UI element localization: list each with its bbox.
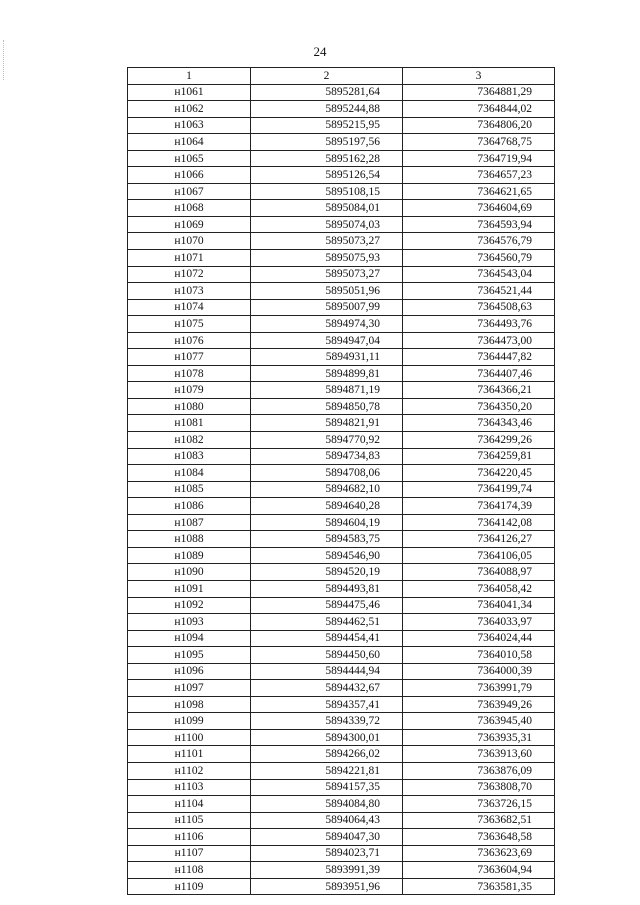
table-row (128, 349, 555, 366)
y-coordinate-cell: 7364350,20 (403, 398, 555, 415)
x-coordinate-cell: 5894454,41 (251, 630, 403, 647)
table-row (128, 647, 555, 664)
table-row (128, 498, 555, 515)
table-row (128, 663, 555, 680)
y-coordinate-cell: 7364174,39 (403, 498, 555, 515)
table-row (128, 762, 555, 779)
x-coordinate-cell: 5894064,43 (251, 812, 403, 829)
x-coordinate-cell: 5894493,81 (251, 580, 403, 597)
y-coordinate-cell: 7364041,34 (403, 597, 555, 614)
table-row (128, 564, 555, 581)
y-coordinate-cell: 7363604,94 (403, 862, 555, 879)
table-row (128, 481, 555, 498)
y-coordinate-cell: 7364844,02 (403, 101, 555, 118)
table-row (128, 547, 555, 564)
page-number: 24 (313, 44, 327, 59)
table-row (128, 580, 555, 597)
y-coordinate-cell: 7364604,69 (403, 200, 555, 217)
table-row (128, 829, 555, 846)
y-coordinate-cell: 7364088,97 (403, 564, 555, 581)
y-coordinate-cell: 7364521,44 (403, 283, 555, 300)
point-cell: н1093 (128, 614, 251, 631)
x-coordinate-cell: 5894931,11 (251, 349, 403, 366)
y-coordinate-cell: 7364560,79 (403, 250, 555, 267)
point-cell: н1064 (128, 134, 251, 151)
x-coordinate-cell: 5895108,15 (251, 183, 403, 200)
y-coordinate-cell: 7364576,79 (403, 233, 555, 250)
point-cell: н1070 (128, 233, 251, 250)
y-coordinate-cell: 7363682,51 (403, 812, 555, 829)
y-coordinate-cell: 7363623,69 (403, 845, 555, 862)
y-coordinate-cell: 7363648,58 (403, 829, 555, 846)
y-coordinate-cell: 7363991,79 (403, 680, 555, 697)
point-cell: н1104 (128, 796, 251, 813)
x-coordinate-cell: 5895075,93 (251, 250, 403, 267)
point-cell: н1091 (128, 580, 251, 597)
point-cell: н1081 (128, 415, 251, 432)
point-cell: н1074 (128, 299, 251, 316)
table-row (128, 845, 555, 862)
point-cell: н1092 (128, 597, 251, 614)
x-coordinate-cell: 5895162,28 (251, 150, 403, 167)
point-cell: н1083 (128, 448, 251, 465)
y-coordinate-cell: 7364126,27 (403, 531, 555, 548)
y-coordinate-cell: 7364881,29 (403, 84, 555, 101)
x-coordinate-cell: 5894084,80 (251, 796, 403, 813)
x-coordinate-cell: 5894682,10 (251, 481, 403, 498)
point-cell: н1069 (128, 216, 251, 233)
table-row (128, 299, 555, 316)
table-row (128, 630, 555, 647)
point-cell: н1107 (128, 845, 251, 862)
x-coordinate-cell: 5894583,75 (251, 531, 403, 548)
x-coordinate-cell: 5894450,60 (251, 647, 403, 664)
table-row (128, 233, 555, 250)
point-cell: н1080 (128, 398, 251, 415)
y-coordinate-cell: 7364058,42 (403, 580, 555, 597)
y-coordinate-cell: 7363935,31 (403, 729, 555, 746)
table-row (128, 531, 555, 548)
point-cell: н1061 (128, 84, 251, 101)
x-coordinate-cell: 5894357,41 (251, 696, 403, 713)
table-row (128, 200, 555, 217)
x-coordinate-cell: 5894546,90 (251, 547, 403, 564)
table-row (128, 365, 555, 382)
table-row (128, 250, 555, 267)
table-row (128, 432, 555, 449)
y-coordinate-cell: 7363913,60 (403, 746, 555, 763)
y-coordinate-cell: 7363876,09 (403, 762, 555, 779)
x-coordinate-cell: 5894899,81 (251, 365, 403, 382)
x-coordinate-cell: 5895281,64 (251, 84, 403, 101)
x-coordinate-cell: 5894023,71 (251, 845, 403, 862)
x-coordinate-cell: 5894871,19 (251, 382, 403, 399)
table-row (128, 398, 555, 415)
point-cell: н1068 (128, 200, 251, 217)
table-row (128, 101, 555, 118)
point-cell: н1098 (128, 696, 251, 713)
x-coordinate-cell: 5895197,56 (251, 134, 403, 151)
x-coordinate-cell: 5894047,30 (251, 829, 403, 846)
point-cell: н1072 (128, 266, 251, 283)
point-cell: н1066 (128, 167, 251, 184)
y-coordinate-cell: 7364199,74 (403, 481, 555, 498)
x-coordinate-cell: 5894444,94 (251, 663, 403, 680)
x-coordinate-cell: 5895073,27 (251, 266, 403, 283)
point-cell: н1096 (128, 663, 251, 680)
x-coordinate-cell: 5894708,06 (251, 465, 403, 482)
point-cell: н1088 (128, 531, 251, 548)
y-coordinate-cell: 7364142,08 (403, 514, 555, 531)
point-cell: н1090 (128, 564, 251, 581)
point-cell: н1109 (128, 878, 251, 895)
x-coordinate-cell: 5895074,03 (251, 216, 403, 233)
y-coordinate-cell: 7364000,39 (403, 663, 555, 680)
table-row (128, 614, 555, 631)
y-coordinate-cell: 7364508,63 (403, 299, 555, 316)
x-coordinate-cell: 5895007,99 (251, 299, 403, 316)
table-row (128, 696, 555, 713)
column-header-y: 3 (403, 68, 555, 85)
x-coordinate-cell: 5894640,28 (251, 498, 403, 515)
table-row (128, 729, 555, 746)
table-row (128, 878, 555, 895)
point-cell: н1067 (128, 183, 251, 200)
x-coordinate-cell: 5894339,72 (251, 713, 403, 730)
y-coordinate-cell: 7364543,04 (403, 266, 555, 283)
y-coordinate-cell: 7364366,21 (403, 382, 555, 399)
table-row (128, 266, 555, 283)
table-row (128, 134, 555, 151)
point-cell: н1063 (128, 117, 251, 134)
y-coordinate-cell: 7364033,97 (403, 614, 555, 631)
y-coordinate-cell: 7363726,15 (403, 796, 555, 813)
table-row (128, 183, 555, 200)
y-coordinate-cell: 7364024,44 (403, 630, 555, 647)
point-cell: н1062 (128, 101, 251, 118)
x-coordinate-cell: 5895073,27 (251, 233, 403, 250)
table-row (128, 283, 555, 300)
point-cell: н1095 (128, 647, 251, 664)
point-cell: н1097 (128, 680, 251, 697)
table-row (128, 514, 555, 531)
y-coordinate-cell: 7364473,00 (403, 332, 555, 349)
x-coordinate-cell: 5893991,39 (251, 862, 403, 879)
table-row (128, 713, 555, 730)
point-cell: н1084 (128, 465, 251, 482)
y-coordinate-cell: 7364010,58 (403, 647, 555, 664)
point-cell: н1071 (128, 250, 251, 267)
point-cell: н1100 (128, 729, 251, 746)
x-coordinate-cell: 5893951,96 (251, 878, 403, 895)
x-coordinate-cell: 5894734,83 (251, 448, 403, 465)
table-body (128, 84, 555, 895)
point-cell: н1076 (128, 332, 251, 349)
x-coordinate-cell: 5895126,54 (251, 167, 403, 184)
y-coordinate-cell: 7364299,26 (403, 432, 555, 449)
point-cell: н1087 (128, 514, 251, 531)
y-coordinate-cell: 7364768,75 (403, 134, 555, 151)
table-row (128, 332, 555, 349)
x-coordinate-cell: 5894770,92 (251, 432, 403, 449)
table-row (128, 84, 555, 101)
x-coordinate-cell: 5894157,35 (251, 779, 403, 796)
x-coordinate-cell: 5894850,78 (251, 398, 403, 415)
point-cell: н1106 (128, 829, 251, 846)
table-row (128, 117, 555, 134)
point-cell: н1105 (128, 812, 251, 829)
x-coordinate-cell: 5894974,30 (251, 316, 403, 333)
point-cell: н1077 (128, 349, 251, 366)
table-row (128, 812, 555, 829)
y-coordinate-cell: 7364806,20 (403, 117, 555, 134)
column-header-point: 1 (128, 68, 251, 85)
x-coordinate-cell: 5894520,19 (251, 564, 403, 581)
table-row (128, 597, 555, 614)
x-coordinate-cell: 5894475,46 (251, 597, 403, 614)
x-coordinate-cell: 5895244,88 (251, 101, 403, 118)
point-cell: н1082 (128, 432, 251, 449)
x-coordinate-cell: 5894821,91 (251, 415, 403, 432)
y-coordinate-cell: 7363808,70 (403, 779, 555, 796)
x-coordinate-cell: 5894947,04 (251, 332, 403, 349)
table-row (128, 382, 555, 399)
table-row (128, 167, 555, 184)
x-coordinate-cell: 5894462,51 (251, 614, 403, 631)
x-coordinate-cell: 5894432,67 (251, 680, 403, 697)
table-header-row (128, 68, 555, 85)
y-coordinate-cell: 7364447,82 (403, 349, 555, 366)
y-coordinate-cell: 7364493,76 (403, 316, 555, 333)
point-cell: н1108 (128, 862, 251, 879)
table-row (128, 415, 555, 432)
table-row (128, 316, 555, 333)
x-coordinate-cell: 5894266,02 (251, 746, 403, 763)
x-coordinate-cell: 5894604,19 (251, 514, 403, 531)
point-cell: н1075 (128, 316, 251, 333)
point-cell: н1078 (128, 365, 251, 382)
y-coordinate-cell: 7364343,46 (403, 415, 555, 432)
table-row (128, 796, 555, 813)
x-coordinate-cell: 5894300,01 (251, 729, 403, 746)
point-cell: н1079 (128, 382, 251, 399)
y-coordinate-cell: 7363581,35 (403, 878, 555, 895)
table-row (128, 150, 555, 167)
y-coordinate-cell: 7364621,65 (403, 183, 555, 200)
y-coordinate-cell: 7364259,81 (403, 448, 555, 465)
table-row (128, 746, 555, 763)
point-cell: н1101 (128, 746, 251, 763)
x-coordinate-cell: 5894221,81 (251, 762, 403, 779)
point-cell: н1086 (128, 498, 251, 515)
y-coordinate-cell: 7364407,46 (403, 365, 555, 382)
table-row (128, 465, 555, 482)
y-coordinate-cell: 7364657,23 (403, 167, 555, 184)
x-coordinate-cell: 5895051,96 (251, 283, 403, 300)
table-row (128, 680, 555, 697)
coordinates-table (127, 67, 555, 895)
point-cell: н1099 (128, 713, 251, 730)
y-coordinate-cell: 7364220,45 (403, 465, 555, 482)
y-coordinate-cell: 7364106,05 (403, 547, 555, 564)
table-row (128, 862, 555, 879)
table-row (128, 216, 555, 233)
point-cell: н1065 (128, 150, 251, 167)
point-cell: н1102 (128, 762, 251, 779)
point-cell: н1073 (128, 283, 251, 300)
table-row (128, 448, 555, 465)
point-cell: н1094 (128, 630, 251, 647)
point-cell: н1085 (128, 481, 251, 498)
column-header-x: 2 (251, 68, 403, 85)
y-coordinate-cell: 7363949,26 (403, 696, 555, 713)
point-cell: н1103 (128, 779, 251, 796)
x-coordinate-cell: 5895084,01 (251, 200, 403, 217)
y-coordinate-cell: 7364593,94 (403, 216, 555, 233)
y-coordinate-cell: 7363945,40 (403, 713, 555, 730)
point-cell: н1089 (128, 547, 251, 564)
y-coordinate-cell: 7364719,94 (403, 150, 555, 167)
table-row (128, 779, 555, 796)
x-coordinate-cell: 5895215,95 (251, 117, 403, 134)
